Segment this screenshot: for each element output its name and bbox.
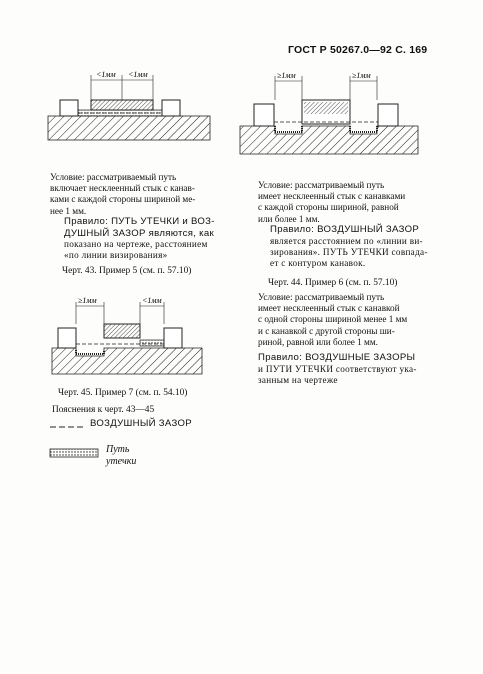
legend-creepage-label-2: утечки [106,456,137,467]
fig44-caption: Черт. 44. Пример 6 (см. п. 57.10) [268,278,398,288]
figure-45-drawing [52,294,222,394]
fig45-caption: Черт. 45. Пример 7 (см. п. 54.10) [58,388,188,398]
fig43-caption: Черт. 43. Пример 5 (см. п. 57.10) [62,266,192,276]
fig44-condition: Условие: рассматриваемый путь имеет несклеенный стык с канавками с каждой стороны шириной, равной или более 1 мм. [258,180,406,224]
fig43-dim-label-2: <1мм [128,70,148,79]
example7-condition: Условие: рассматриваемый путь имеет несклеенный стык с канавкой с одной стороны шириной менее 1 мм и с канавкой с другой стороны ши- риной, равной или более 1 мм. [258,292,408,347]
legend-title: Пояснения к черт. 43—45 [52,405,155,415]
fig45-dim-label-2: <1мм [142,296,162,305]
legend-air-gap-line [50,424,84,430]
figure-44-drawing [240,70,430,170]
example7-rule: Правило: ВОЗДУШНЫЕ ЗАЗОРЫ и ПУТИ УТЕЧКИ соответствуют ука- занным на чертеже [258,352,417,385]
legend-creepage-label-1: Путь [106,444,130,455]
legend-air-gap-label: ВОЗДУШНЫЙ ЗАЗОР [90,418,192,429]
fig43-condition: Условие: рассматриваемый путь включает несклеенный стык с канав- ками с каждой стороны шириной ме- нее 1 мм. [50,172,196,216]
fig44-rule: Правило: ВОЗДУШНЫЙ ЗАЗОР является расстоянием по «линии ви- зирования». ПУТЬ УТЕЧКИ совпада- ет с контуром канавок. [270,224,428,268]
fig44-dim-label-2: ≥1мм [352,71,371,80]
fig43-rule: Правило: ПУТЬ УТЕЧКИ и ВОЗ- ДУШНЫЙ ЗАЗОР являются, как показано на чертеже, расстоянием «по линии визирования» [64,216,215,261]
figure-43-drawing [48,64,218,164]
page-header: ГОСТ Р 50267.0—92 С. 169 [288,44,428,56]
legend-creepage-swatch [50,448,98,458]
fig43-dim-label-1: <1мм [96,70,116,79]
fig44-dim-label-1: ≥1мм [277,71,296,80]
fig45-dim-label-1: ≥1мм [78,296,97,305]
